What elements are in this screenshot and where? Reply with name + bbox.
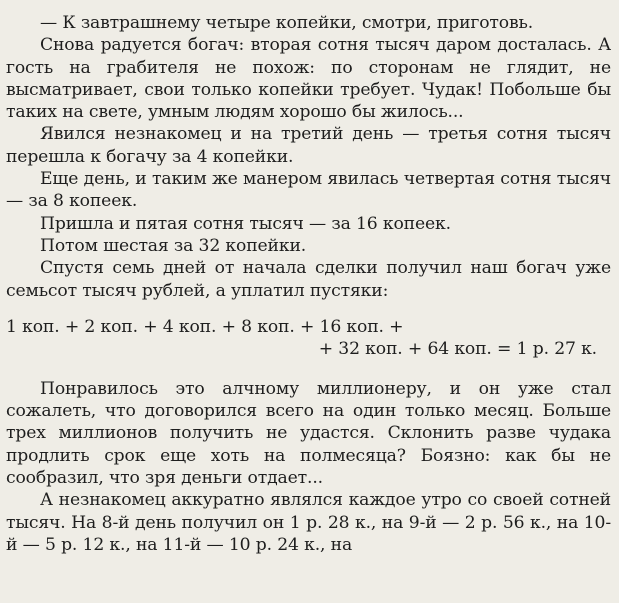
paragraph-2: Снова радуется богач: вторая сотня тысяч даром досталась. А гость на грабителя не похож: по сторонам не глядит, не высматривает, свои только копейки требует. Чудак! Побольше бы таких на свете, умным людям хорошо бы жилось...	[6, 35, 611, 123]
paragraph-5: Пришла и пятая сотня тысяч — за 16 копеек.	[40, 213, 451, 234]
paragraph-8: Понравилось это алчному миллионеру, и он уже стал сожалеть, что договорился всего на один только месяц. Больше трех миллионов получить не удастся. Склонить разве чудака продлить срок еще хоть на полмесяца? Боязно: как бы не сообразил, что зря деньги отдает...	[6, 378, 611, 489]
paragraph-6: Потом шестая за 32 копейки.	[40, 235, 307, 256]
paragraph-4: Еще день, и таким же манером явилась четвертая сотня тысяч — за 8 копеек.	[6, 169, 611, 212]
formula-line-2: + 32 коп. + 64 коп. = 1 р. 27 к.	[318, 338, 597, 359]
formula-line-1: 1 коп. + 2 коп. + 4 коп. + 8 коп. + 16 коп. +	[6, 316, 404, 337]
paragraph-7: Спустя семь дней от начала сделки получил наш богач уже семьсот тысяч рублей, а уплатил пустяки:	[6, 258, 611, 301]
paragraph-1: — К завтрашнему четыре копейки, смотри, приготовь.	[40, 13, 534, 33]
paragraph-9: А незнакомец аккуратно являлся каждое утро со своей сотней тысяч. На 8-й день получил он 1 р. 28 к., на 9-й — 2 р. 56 к., на 10-й — 5 р. 12 к., на 11-й — 10 р. 24 к., на	[6, 490, 611, 555]
sum-formula	[6, 316, 611, 362]
page-text	[6, 12, 611, 556]
paragraph-3: Явился незнакомец и на третий день — третья сотня тысяч перешла к богачу за 4 копейки.	[6, 124, 611, 167]
